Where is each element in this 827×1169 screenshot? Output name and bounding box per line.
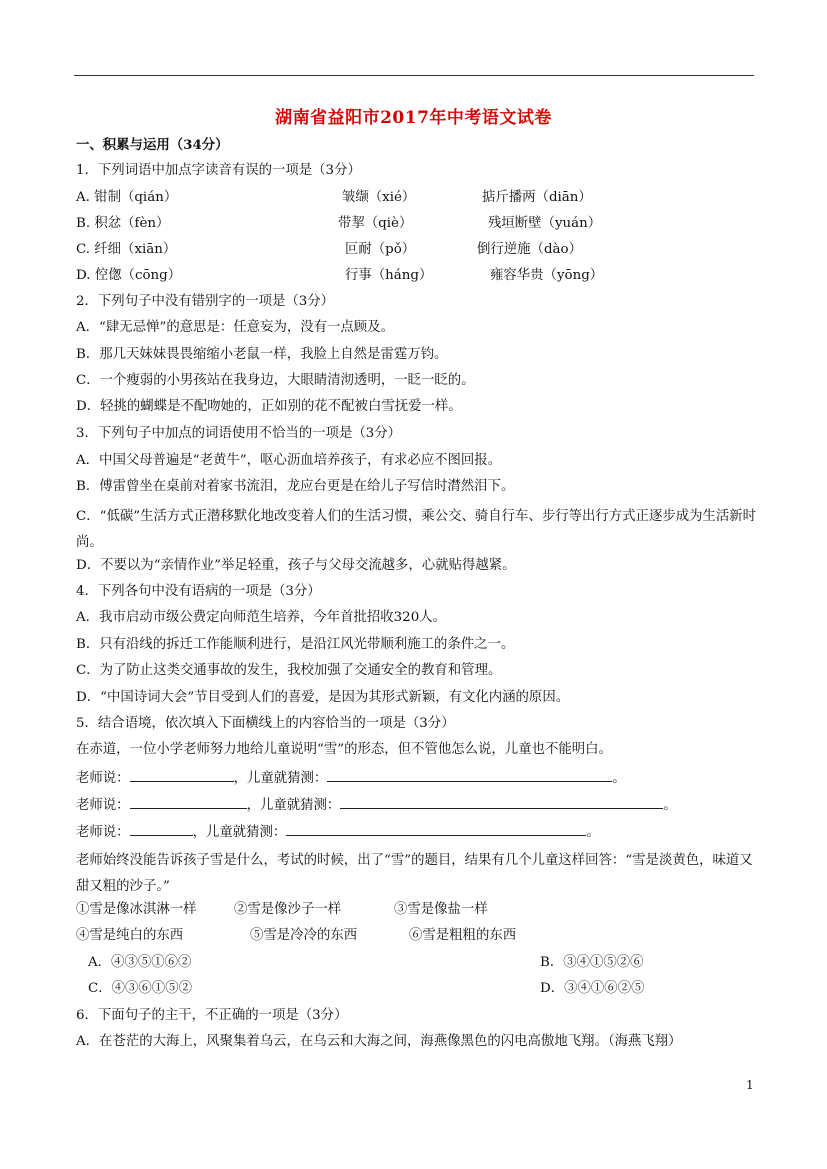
q2-option-b: B．那几天妹妹畏畏缩缩小老鼠一样，我脸上自然是雷霆万钧。	[76, 347, 448, 362]
q1-b-col3: 残垣断壁（yuán）	[488, 216, 602, 231]
q1-row-c	[76, 241, 582, 259]
q2-option-d: D．轻挑的蝴蝶是不配吻她的，正如别的花不配被白雪抚爱一样。	[76, 399, 462, 414]
q5-blank-line-3	[76, 822, 600, 842]
q5-item-5: ⑤雪是冷冷的东西	[250, 928, 358, 943]
answer-blank[interactable]	[130, 768, 234, 782]
children-guess-label: ，儿童就猜测：	[246, 798, 341, 813]
q4-option-a: A．我市启动市级公费定向师范生培养，今年首批招收320人。	[76, 610, 446, 625]
answer-blank[interactable]	[130, 822, 193, 836]
q1-a-col3: 掂斤播两（diān）	[482, 190, 592, 205]
q4-option-b: B．只有沿线的拆迁工作能顺利进行，是沿江风光带顺利施工的条件之一。	[76, 637, 515, 652]
q1-row-b	[76, 215, 602, 233]
teacher-says-label: 老师说：	[76, 825, 130, 840]
q3-option-a: A．中国父母普遍是“老黄牛”，呕心沥血培养孩子，有求必应不图回报。	[76, 453, 502, 468]
q6-stem: 6．下面句子的主干，不正确的一项是（3分）	[76, 1008, 348, 1023]
q2-option-c: C．一个瘦弱的小男孩站在我身边，大眼睛清沏透明，一眨一眨的。	[76, 373, 475, 388]
q1-row-d	[76, 267, 604, 285]
q3-option-c: C．“低碳”生活方式正潜移默化地改变着人们的生活习惯，乘公交、骑自行车、步行等出行方式正逐步成为生活新时尚。	[76, 509, 757, 550]
q3-stem: 3．下列句子中加点的词语使用不恰当的一项是（3分）	[76, 426, 402, 441]
section-heading: 一、积累与运用（34分）	[76, 137, 229, 153]
q1-stem: 1．下列词语中加点字读音有误的一项是（3分）	[76, 163, 361, 178]
header-rule	[74, 75, 754, 76]
q2-stem: 2．下列句子中没有错别字的一项是（3分）	[76, 294, 335, 309]
q1-d-col1: D. 倥偬（cōng）	[76, 268, 182, 283]
answer-blank[interactable]	[286, 822, 586, 836]
q5-item-3: ③雪是像盐一样	[394, 902, 488, 917]
q1-b-col2: 带挈（qiè）	[338, 216, 413, 231]
end-mark: 。	[663, 798, 677, 813]
end-mark: 。	[586, 825, 600, 840]
teacher-says-label: 老师说：	[76, 771, 130, 786]
q5-item-1: ①雪是像冰淇淋一样	[76, 902, 197, 917]
q5-blank-line-2	[76, 795, 677, 815]
q1-c-col3: 倒行逆施（dào）	[477, 242, 582, 257]
answer-blank[interactable]	[327, 768, 612, 782]
q5-option-a: A．④③⑤①⑥②	[88, 955, 192, 970]
exam-title: 湖南省益阳市2017年中考语文试卷	[275, 108, 552, 128]
q1-b-col1: B. 积忿（fèn）	[76, 216, 170, 231]
q5-option-c: C．④③⑥①⑤②	[88, 981, 192, 996]
q5-blank-line-1	[76, 768, 626, 788]
q1-row-a	[76, 189, 592, 207]
q4-option-c: C．为了防止这类交通事故的发生，我校加强了交通安全的教育和管理。	[76, 663, 502, 678]
q5-items-row-1	[76, 901, 488, 919]
q3-option-d: D．不要以为“亲情作业”举足轻重，孩子与父母交流越多，心就贴得越紧。	[76, 558, 516, 573]
q4-stem: 4．下列各句中没有语病的一项是（3分）	[76, 584, 321, 599]
q1-a-col1: A. 钳制（qián）	[76, 190, 178, 205]
q5-item-4: ④雪是纯白的东西	[76, 928, 184, 943]
q1-d-col2: 行事（háng）	[345, 268, 433, 283]
q5-item-6: ⑥雪是粗粗的东西	[409, 928, 517, 943]
answer-blank[interactable]	[340, 795, 663, 809]
answer-blank[interactable]	[130, 795, 247, 809]
teacher-says-label: 老师说：	[76, 798, 130, 813]
q1-a-col2: 皱缬（xié）	[342, 190, 416, 205]
q5-item-2: ②雪是像沙子一样	[234, 902, 342, 917]
q6-option-a: A．在苍茫的大海上，风聚集着乌云，在乌云和大海之间，海燕像黑色的闪电高傲地飞翔。（海燕飞翔）	[76, 1034, 682, 1049]
end-mark: 。	[612, 771, 626, 786]
q1-c-col2: 叵耐（pǒ）	[345, 242, 416, 257]
children-guess-label: ，儿童就猜测：	[192, 825, 287, 840]
q3-option-b: B．傅雷曾坐在桌前对着家书流泪，龙应台更是在给儿子写信时潸然泪下。	[76, 479, 515, 494]
children-guess-label: ，儿童就猜测：	[233, 771, 328, 786]
q4-option-d: D．“中国诗词大会”节目受到人们的喜爱，是因为其形式新颖，有文化内涵的原因。	[76, 690, 570, 705]
q2-option-a: A．“肆无忌惮”的意思是：任意妄为，没有一点顾及。	[76, 320, 394, 335]
q5-paragraph: 老师始终没能告诉孩子雪是什么，考试的时候，出了“雪”的题目，结果有几个儿童这样回答：“雪是淡黄色，味道又甜又粗的沙子。”	[76, 853, 753, 894]
q5-intro: 在赤道，一位小学老师努力地给儿童说明“雪”的形态，但不管他怎么说，儿童也不能明白。	[76, 742, 612, 757]
q5-option-b: B．③④①⑤②⑥	[540, 955, 644, 970]
q5-items-row-2	[76, 927, 517, 945]
q5-stem: 5．结合语境，依次填入下面横线上的内容恰当的一项是（3分）	[76, 716, 455, 731]
page-number: 1	[746, 1078, 754, 1092]
q1-c-col1: C. 纤细（xiān）	[76, 242, 177, 257]
q5-option-d: D．③④①⑥②⑤	[540, 981, 645, 996]
q1-d-col3: 雍容华贵（yōng）	[490, 268, 604, 283]
